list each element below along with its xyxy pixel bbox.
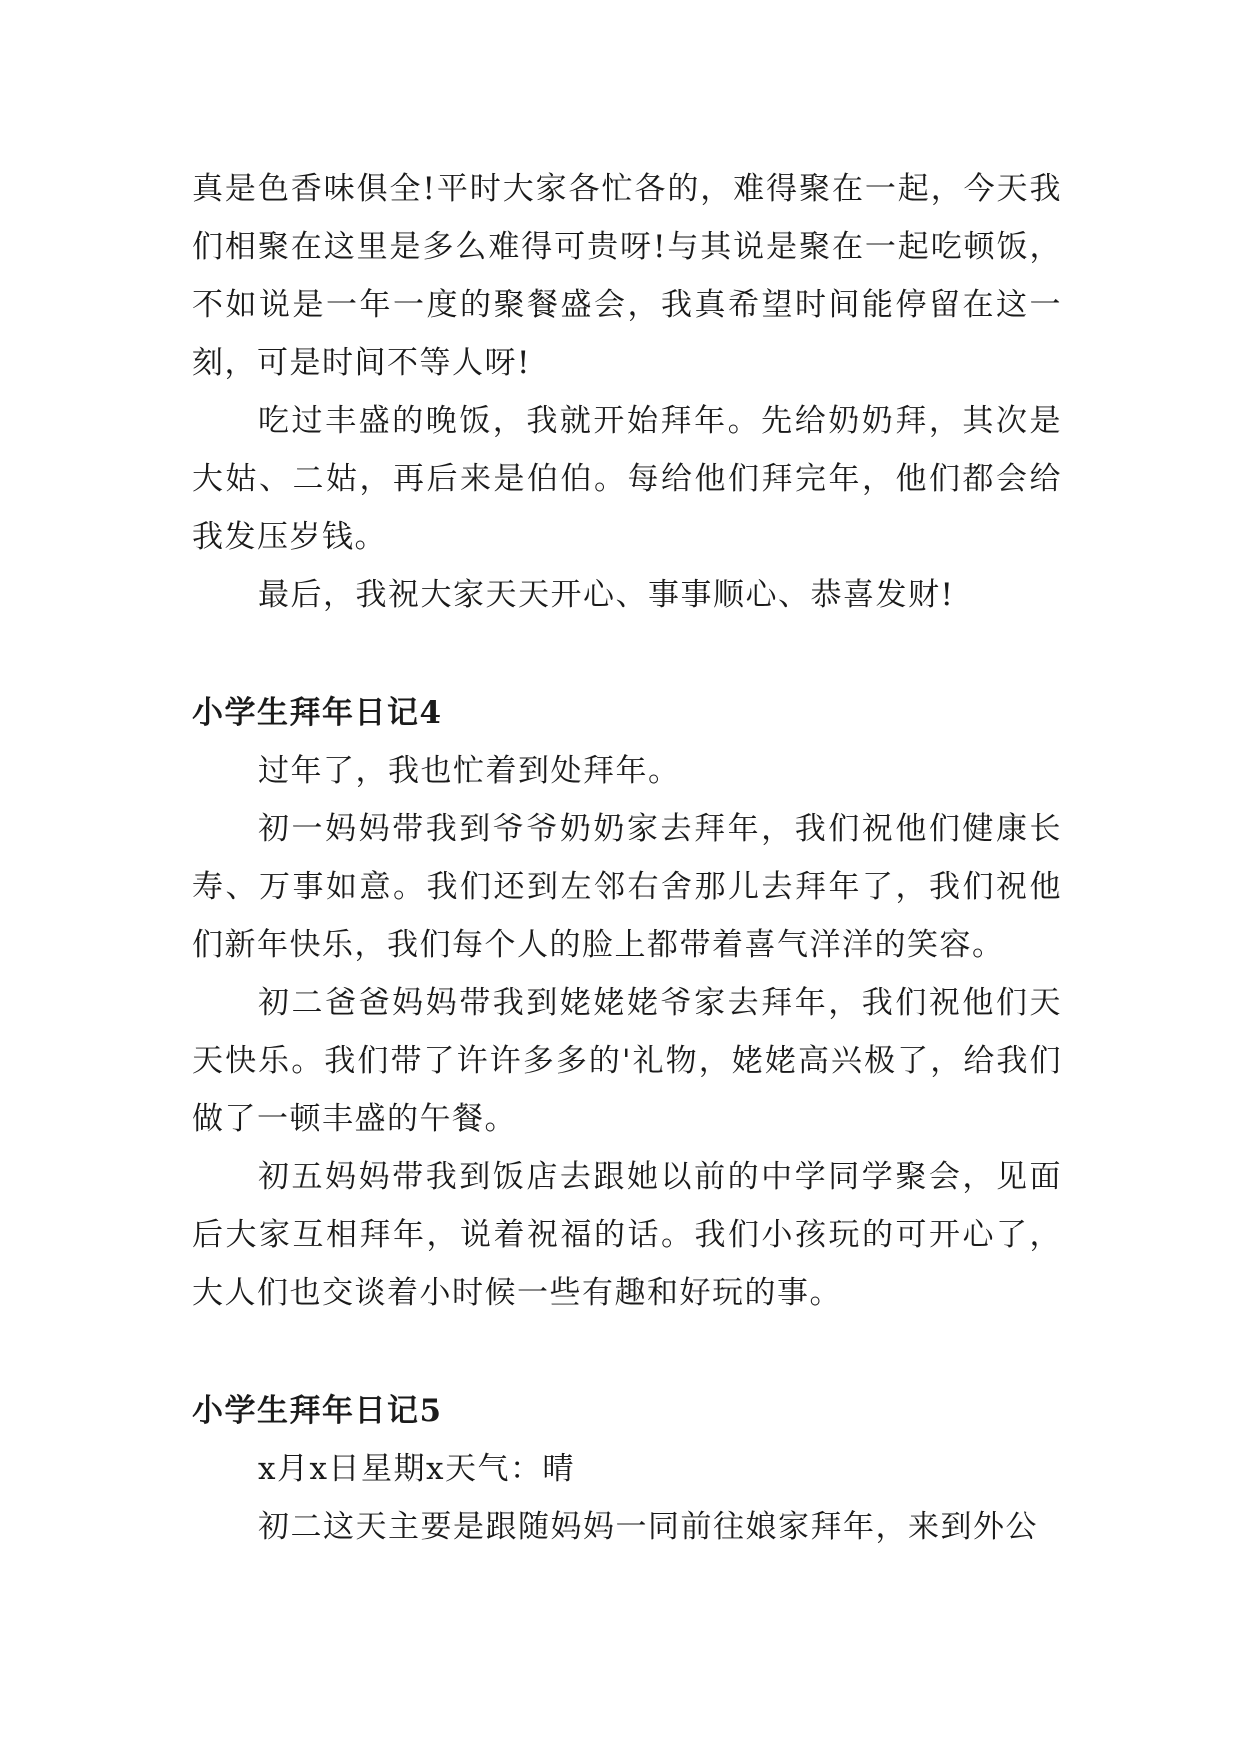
paragraph: 初二爸爸妈妈带我到姥姥姥爷家去拜年，我们祝他们天天快乐。我们带了许许多多的'礼物，姥姥高兴极了，给我们做了一顿丰盛的午餐。	[192, 985, 1062, 1137]
section-title: 小学生拜年日记5	[192, 1393, 443, 1429]
paragraph: x月x日星期x天气：晴	[258, 1451, 575, 1487]
section-gap	[192, 1322, 1062, 1382]
paragraph: 过年了，我也忙着到处拜年。	[258, 753, 681, 789]
section-title: 小学生拜年日记4	[192, 695, 443, 731]
paragraph: 吃过丰盛的晚饭，我就开始拜年。先给奶奶拜，其次是大姑、二姑，再后来是伯伯。每给他们拜完年，他们都会给我发压岁钱。	[192, 403, 1062, 555]
paragraph: 初一妈妈带我到爷爷奶奶家去拜年，我们祝他们健康长寿、万事如意。我们还到左邻右舍那儿去拜年了，我们祝他们新年快乐，我们每个人的脸上都带着喜气洋洋的笑容。	[192, 811, 1062, 963]
section-gap	[192, 624, 1062, 684]
paragraph: 初五妈妈带我到饭店去跟她以前的中学同学聚会，见面后大家互相拜年，说着祝福的话。我们小孩玩的可开心了，大人们也交谈着小时候一些有趣和好玩的事。	[192, 1159, 1062, 1311]
paragraph: 最后，我祝大家天天开心、事事顺心、恭喜发财!	[258, 577, 955, 613]
document-body	[192, 160, 1062, 1556]
paragraph: 真是色香味俱全!平时大家各忙各的，难得聚在一起，今天我们相聚在这里是多么难得可贵呀!与其说是聚在一起吃顿饭，不如说是一年一度的聚餐盛会，我真希望时间能停留在这一刻，可是时间不等人呀!	[192, 171, 1062, 381]
paragraph: 初二这天主要是跟随妈妈一同前往娘家拜年，来到外公	[258, 1509, 1038, 1545]
